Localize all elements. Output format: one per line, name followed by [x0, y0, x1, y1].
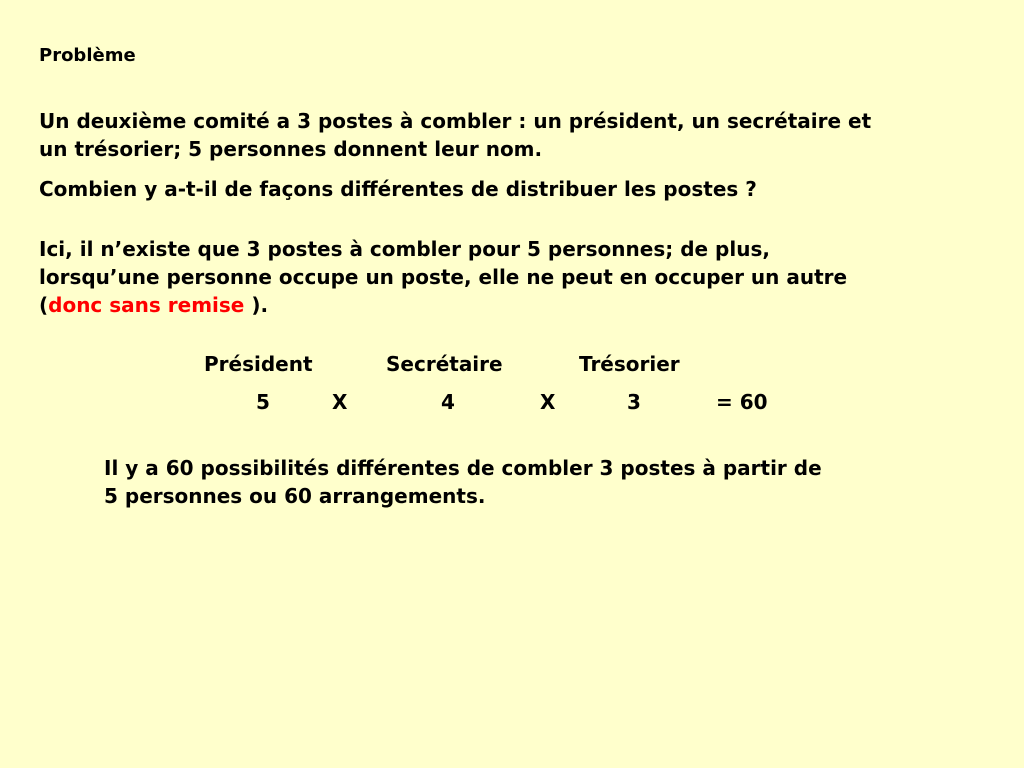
calc-value-tresorier: 3	[627, 390, 641, 414]
problem-statement-line: Un deuxième comité a 3 postes à combler : un président, un secrétaire et	[39, 109, 872, 133]
explanation-line: lorsqu’une personne occupe un poste, elle ne peut en occuper un autre	[39, 265, 848, 289]
conclusion-line: 5 personnes ou 60 arrangements.	[104, 484, 486, 508]
open-paren: (	[39, 293, 49, 317]
close-paren: ).	[244, 293, 269, 317]
header-tresorier: Trésorier	[579, 352, 680, 376]
calc-value-president: 5	[256, 390, 270, 414]
problem-statement	[39, 107, 871, 163]
conclusion-text	[104, 454, 822, 510]
calc-times-sign: X	[332, 390, 348, 414]
explanation-line	[39, 291, 847, 319]
highlight-text: donc sans remise	[48, 293, 245, 317]
calc-result: = 60	[716, 390, 768, 414]
header-secretaire: Secrétaire	[386, 352, 503, 376]
page-title: Problème	[39, 45, 136, 66]
calc-value-secretaire: 4	[441, 390, 455, 414]
explanation-line: Ici, il n’existe que 3 postes à combler pour 5 personnes; de plus,	[39, 237, 770, 261]
conclusion-line: Il y a 60 possibilités différentes de combler 3 postes à partir de	[104, 456, 822, 480]
question-text: Combien y a-t-il de façons différentes de distribuer les postes ?	[39, 177, 757, 201]
calc-times-sign: X	[540, 390, 556, 414]
problem-statement-line: un trésorier; 5 personnes donnent leur nom.	[39, 137, 543, 161]
explanation-text	[39, 235, 847, 319]
header-president: Président	[204, 352, 313, 376]
